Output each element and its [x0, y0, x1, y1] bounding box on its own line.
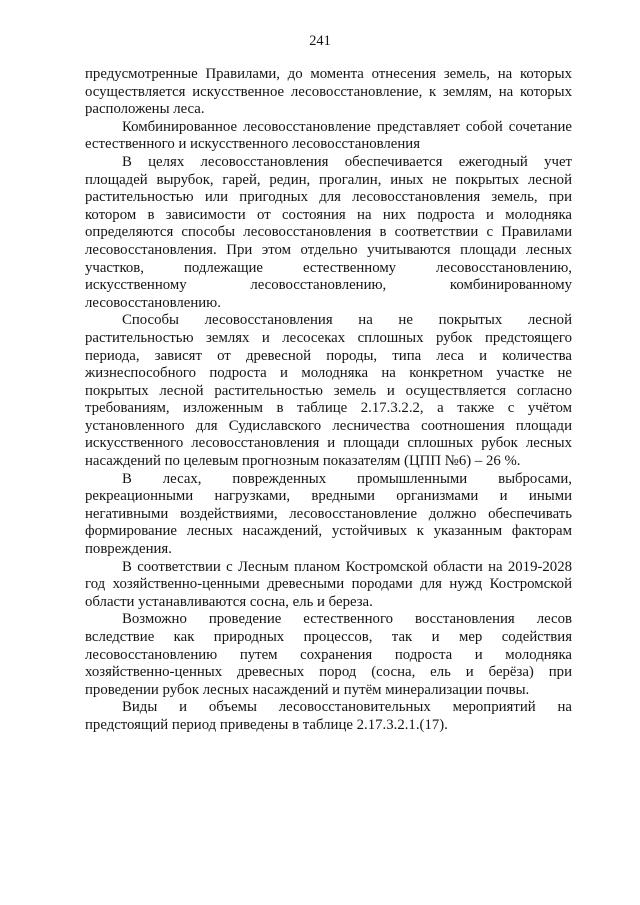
paragraph-continuation	[85, 66, 572, 119]
page-number: 241	[309, 33, 331, 49]
text-line: негативными воздействиями, лесовосстановление должно обеспечивать	[85, 505, 572, 522]
text-line: хозяйственно-ценных древесных пород (сосна, ель и берёза) при	[85, 664, 572, 681]
text-line: растительностью или пригодных для лесовосстановления земель, при	[85, 189, 572, 206]
text-line: год хозяйственно-ценными древесными породами для нужд Костромской	[85, 576, 572, 593]
text-line: участков, подлежащие естественному лесовосстановлению,	[85, 259, 572, 276]
paragraph-forest-plan	[85, 559, 572, 612]
text-line: растительностью землях и лесосеках сплошных рубок предстоящего	[85, 329, 572, 346]
paragraph-annual-accounting	[85, 154, 572, 312]
text-line: насаждений по целевым прогнозным показателям (ЦПП №6) – 26 %.	[85, 453, 521, 470]
paragraph-reforestation-methods	[85, 312, 572, 470]
text-line: искусственному лесовосстановлению, комбинированному	[85, 277, 572, 294]
text-line: определяются способы лесовосстановления в соответствии с Правилами	[85, 224, 572, 241]
body-text	[85, 66, 572, 735]
paragraph-table-reference	[85, 699, 572, 734]
text-line: покрытых лесной растительностью земель и осуществляется согласно	[85, 382, 572, 399]
paragraph-damaged-forests	[85, 471, 572, 559]
text-line: Комбинированное лесовосстановление представляет собой сочетание	[122, 118, 572, 135]
text-line: осуществляется искусственное лесовосстановление, к землям, на которых	[85, 83, 572, 100]
text-line: естественного и искусственного лесовосстановления	[85, 136, 421, 153]
text-line: лесовосстановления. При этом отдельно учитываются площади лесных	[85, 241, 572, 258]
text-line: области устанавливаются сосна, ель и береза.	[85, 593, 373, 610]
text-line: установленного для Судиславского лесничества соотношения площади	[85, 417, 572, 434]
text-line: предстоящий период приведены в таблице 2.17.3.2.1.(17).	[85, 716, 448, 733]
text-line: Возможно проведение естественного восстановления лесов	[122, 611, 572, 628]
text-line: лесовосстановлению путем сохранения подроста и молодняка	[85, 646, 572, 663]
text-line: предусмотренные Правилами, до момента отнесения земель, на которых	[85, 66, 572, 82]
text-line: искусственного лесовосстановления и площади сплошных рубок лесных	[85, 435, 572, 452]
text-line: В соответствии с Лесным планом Костромской области на 2019-2028	[122, 558, 572, 575]
text-line: Способы лесовосстановления на не покрытых лесной	[122, 312, 572, 329]
text-line: рекреационными нагрузками, вредными организмами и иными	[85, 488, 572, 505]
text-line: площадей вырубок, гарей, редин, прогалин, иных не покрытых лесной	[85, 171, 572, 188]
text-line: лесовосстановлению.	[85, 294, 221, 311]
paragraph-natural-regeneration	[85, 611, 572, 699]
text-line: периода, зависят от древесной породы, типа леса и количества	[85, 347, 572, 364]
text-line: вследствие как природных процессов, так и мер содействия	[85, 629, 572, 645]
text-line: Виды и объемы лесовосстановительных мероприятий на	[122, 699, 572, 716]
text-line: формирование лесных насаждений, устойчивых к указанным факторам	[85, 523, 572, 540]
text-line: повреждения.	[85, 541, 172, 558]
text-line: расположены леса.	[85, 101, 205, 118]
text-line: котором в зависимости от состояния на них подроста и молодняка	[85, 206, 572, 223]
text-line: проведении рубок лесных насаждений и путём минерализации почвы.	[85, 681, 530, 698]
text-line: В лесах, поврежденных промышленными выбросами,	[122, 470, 572, 487]
text-line: жизнеспособного подроста и молодняка на конкретном участке не	[85, 365, 572, 382]
text-line: В целях лесовосстановления обеспечивается ежегодный учет	[122, 153, 572, 170]
text-line: требованиям, изложенным в таблице 2.17.3.2.2, а также с учётом	[85, 400, 572, 417]
paragraph-combined-reforestation	[85, 119, 572, 154]
